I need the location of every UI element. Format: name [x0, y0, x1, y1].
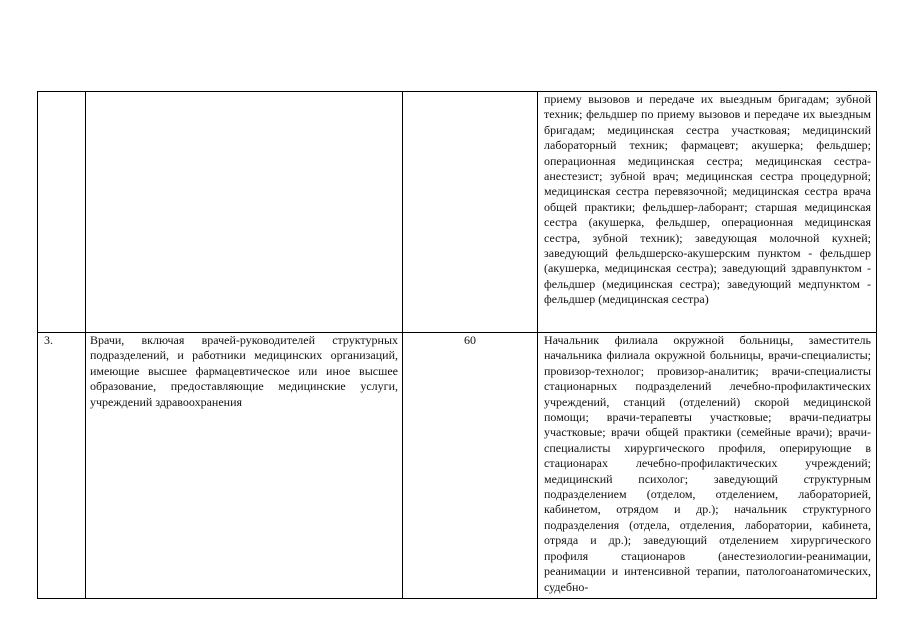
quantity-cell: [403, 92, 538, 333]
category-cell: [86, 92, 403, 333]
category-text: Врачи, включая врачей-руководителей структурных подразделений, и работники медицинских организаций, имеющие высшее фармацевтическое или иное высшее образование, предоставляющие медицинские услуги, учреждений здравоохранения: [90, 333, 398, 409]
quantity-cell: [403, 333, 538, 599]
category-cell: [86, 333, 403, 599]
positions-text: приему вызовов и передаче их выездным бригадам; зубной техник; фельдшер по приему вызовов и передаче их выездным бригадам; медицинская сестра участковая; медицинский лабораторный техник; фармацевт; акушерка; фельдшер; операционная медицинская сестра; медицинская сестра-анестезист; зубной врач; медицинская сестра процедурной; медицинская сестра перевязочной; медицинская сестра врача общей практики; фельдшер-лаборант; старшая медицинская сестра (акушерка, фельдшер, операционная медицинская сестра, зубной техник); заведующая молочной кухней; заведующий фельдшерско-акушерским пунктом - фельдшер (акушерка, медицинская сестра); заведующий здравпунктом - фельдшер (медицинская сестра); заведующий медпунктом - фельдшер (медицинская сестра): [544, 92, 871, 307]
positions-cell: [538, 333, 877, 599]
table-row: [38, 333, 877, 599]
document-table: [37, 91, 877, 599]
row-number-cell: [38, 333, 86, 599]
row-number: 3.: [44, 333, 53, 347]
positions-text: Начальник филиала окружной больницы, заместитель начальника филиала окружной больницы, врачи-специалисты; провизор-технолог; провизор-аналитик; врачи-специалисты стационарных подразделений лечебно-профилактических учреждений, станций (отделений) скорой медицинской помощи; врачи-терапевты участковые; врачи-педиатры участковые; врачи общей практики (семейные врачи); врачи-специалисты хирургического профиля, оперирующие в стационарах лечебно-профилактических учреждений; медицинский психолог; заведующий структурным подразделением (отделом, отделением, лабораторией, кабинетом, отрядом и др.); начальник структурного подразделения (отдела, отделения, лаборатории, кабинета, отряда и др.); заведующий отделением хирургического профиля стационаров (анестезиологии-реанимации, реанимации и интенсивной терапии, патологоанатомических, судебно-: [544, 333, 871, 594]
row-number-cell: [38, 92, 86, 333]
positions-cell: [538, 92, 877, 333]
table-row: [38, 92, 877, 333]
quantity-value: 60: [464, 333, 476, 347]
